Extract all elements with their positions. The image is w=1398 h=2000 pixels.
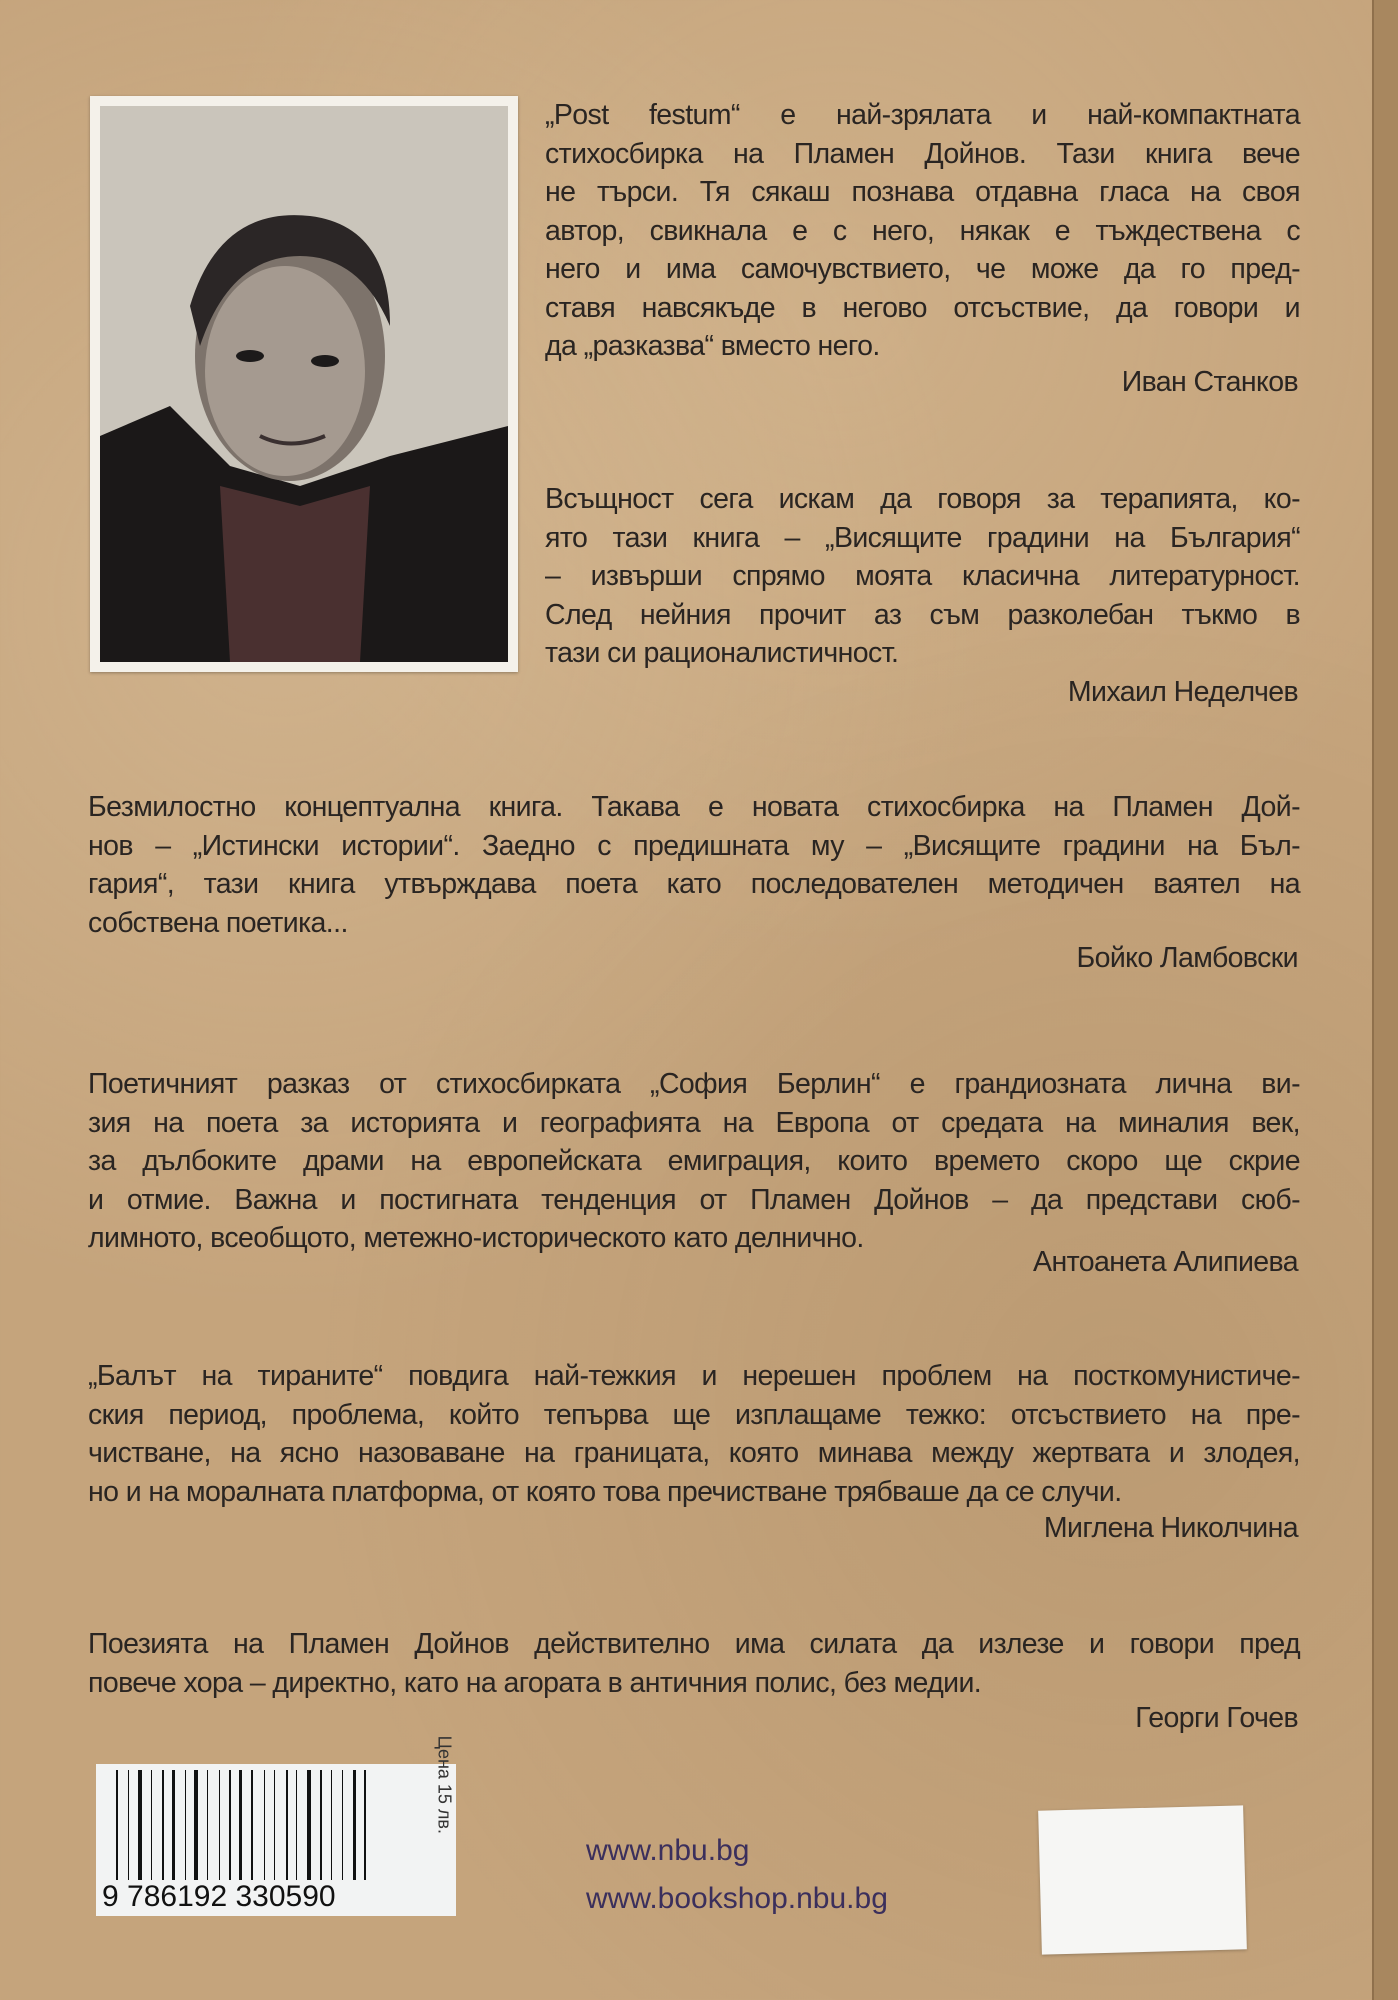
barcode-bar	[264, 1770, 265, 1880]
quote-mihail-nedelchev	[545, 480, 1300, 673]
quote-antoaneta-alipieva	[88, 1065, 1300, 1258]
barcode-bar	[274, 1770, 275, 1880]
barcode-bar	[194, 1770, 198, 1880]
white-sticker	[1038, 1805, 1247, 1954]
barcode-bar	[155, 1770, 158, 1880]
barcode-bar	[189, 1770, 190, 1880]
barcode-bar	[235, 1770, 236, 1880]
quote-line: Поетичният разказ от стихосбирката „София Берлин“ е грандиозната лична ви-	[88, 1068, 1300, 1100]
quote-author: Бойко Ламбовски	[1076, 942, 1298, 974]
quote-author: Георги Гочев	[1135, 1702, 1298, 1734]
quote-line: стихосбирка на Пламен Дойнов. Тази книга вече	[545, 137, 1300, 170]
quote-line: Поезията на Пламен Дойнов действително има силата да излезе и говори пред	[88, 1628, 1300, 1660]
quote-line: и отмие. Важна и постигната тенденция от Пламен Дойнов – да представи сюб-	[88, 1183, 1300, 1216]
quote-line: След нейния прочит аз съм разколебан тъкмо в	[545, 598, 1300, 631]
barcode-bar	[353, 1770, 356, 1880]
quote-line: Безмилостно концептуална книга. Такава е новата стихосбирка на Пламен Дой-	[88, 791, 1300, 823]
quote-line: гария“, тази книга утвърждава поета като последователен методичен ваятел на	[88, 868, 1300, 900]
barcode-bar	[239, 1770, 242, 1880]
quote-line: „Post festum“ е най-зрялата и най-компактната	[545, 99, 1300, 131]
quote-line: лимното, всеобщото, метежно-историческото като делнично.	[88, 1222, 864, 1254]
quote-line: – извърши спрямо моята класична литературност.	[545, 560, 1300, 592]
barcode-bar	[336, 1770, 339, 1880]
barcode-bar	[301, 1770, 304, 1880]
author-photo	[90, 96, 518, 672]
barcode-bar	[207, 1770, 208, 1880]
website-link[interactable]: www.nbu.bg	[586, 1834, 750, 1867]
barcode-bar	[320, 1770, 322, 1880]
quote-line: чистване, на ясно назоваване на границата, която минава между жертвата и злодея,	[88, 1437, 1300, 1469]
barcode-bar	[291, 1770, 292, 1880]
barcode-bar	[347, 1770, 349, 1880]
barcode-bar	[116, 1770, 118, 1880]
barcode-bar	[219, 1770, 220, 1880]
quote-miglena-nikolchina	[88, 1357, 1300, 1511]
barcode-bar	[256, 1770, 260, 1880]
quote-author: Антоанета Алипиева	[1033, 1246, 1298, 1278]
barcode-bar	[342, 1770, 343, 1880]
barcode-bar	[229, 1770, 231, 1880]
barcode-bar	[185, 1770, 186, 1880]
quote-line: тази си рационалистичност.	[545, 637, 899, 669]
quote-author: Миглена Николчина	[1043, 1512, 1298, 1544]
barcode-bar	[359, 1770, 360, 1880]
barcode-bar	[331, 1770, 332, 1880]
quote-line: ския период, проблема, който тепърва ще изплащаме тежко: отсъствието на пре-	[88, 1398, 1300, 1431]
book-spine-edge	[1372, 0, 1398, 2000]
quote-line: повече хора – директно, като на агората в античния полис, без медии.	[88, 1666, 982, 1699]
barcode-bar	[296, 1770, 297, 1880]
barcode-bar	[162, 1770, 164, 1880]
barcode-bar	[146, 1770, 147, 1880]
barcode-bar	[168, 1770, 169, 1880]
quote-line: „Балът на тираните“ повдига най-тежкия и нерешен проблем на посткомунистиче-	[88, 1360, 1300, 1392]
barcode-bar	[121, 1770, 124, 1880]
quote-line: зия на поета за историята и географията на Европа от средата на миналия век,	[88, 1106, 1300, 1139]
barcode-bar	[325, 1770, 327, 1880]
quote-boyko-lambovski	[88, 788, 1300, 942]
quote-georgi-gochev	[88, 1625, 1300, 1702]
barcode-bar	[307, 1770, 311, 1880]
barcode-number: 9 786192 330590	[102, 1880, 336, 1913]
barcode-bar	[269, 1770, 271, 1880]
barcode-bar	[246, 1770, 247, 1880]
quote-line: ято тази книга – „Висящите градини на България“	[545, 521, 1300, 554]
barcode-bar	[133, 1770, 135, 1880]
barcode-bar	[202, 1770, 204, 1880]
barcode-bar	[315, 1770, 316, 1880]
quote-line: нов – „Истински истории“. Заедно с предишната му – „Висящите градини на Бъл-	[88, 829, 1300, 862]
barcode-bar	[364, 1770, 366, 1880]
quote-line: да „разказва“ вместо него.	[545, 330, 880, 362]
quote-author: Михаил Неделчев	[1067, 676, 1298, 708]
price-label: Цена 15 лв.	[434, 1735, 454, 1834]
barcode-bar	[172, 1770, 175, 1880]
quote-author: Иван Станков	[1121, 366, 1298, 398]
quote-line: собствена поетика...	[88, 906, 348, 939]
isbn-barcode	[96, 1735, 456, 1916]
quote-ivan-stankov	[545, 96, 1300, 366]
barcode-bar	[151, 1770, 152, 1880]
barcode-bar	[223, 1770, 225, 1880]
barcode-bars	[116, 1770, 396, 1880]
barcode-bar	[138, 1770, 142, 1880]
barcode-bar	[128, 1770, 129, 1880]
quote-line: Всъщност сега искам да говоря за терапията, ко-	[545, 483, 1300, 515]
quote-line: не търси. Тя сякаш познава отдавна гласа на своя	[545, 176, 1300, 208]
quote-line: за дълбоките драми на европейската емиграция, които времето скоро ще скрие	[88, 1145, 1300, 1177]
barcode-bar	[212, 1770, 215, 1880]
barcode-bar	[251, 1770, 253, 1880]
barcode-bar	[279, 1770, 282, 1880]
quote-line: автор, свикнала е с него, някак е тъждествена с	[545, 214, 1300, 247]
barcode-bar	[179, 1770, 181, 1880]
barcode-bar	[286, 1770, 288, 1880]
quote-line: ставя навсякъде в негово отсъствие, да говори и	[545, 291, 1300, 324]
quote-line: но и на моралната платформа, от която това пречистване трябваше да се случи.	[88, 1475, 1122, 1508]
bookshop-link[interactable]: www.bookshop.nbu.bg	[586, 1882, 888, 1915]
quote-line: него и има самочувствието, че може да го пред-	[545, 253, 1300, 285]
